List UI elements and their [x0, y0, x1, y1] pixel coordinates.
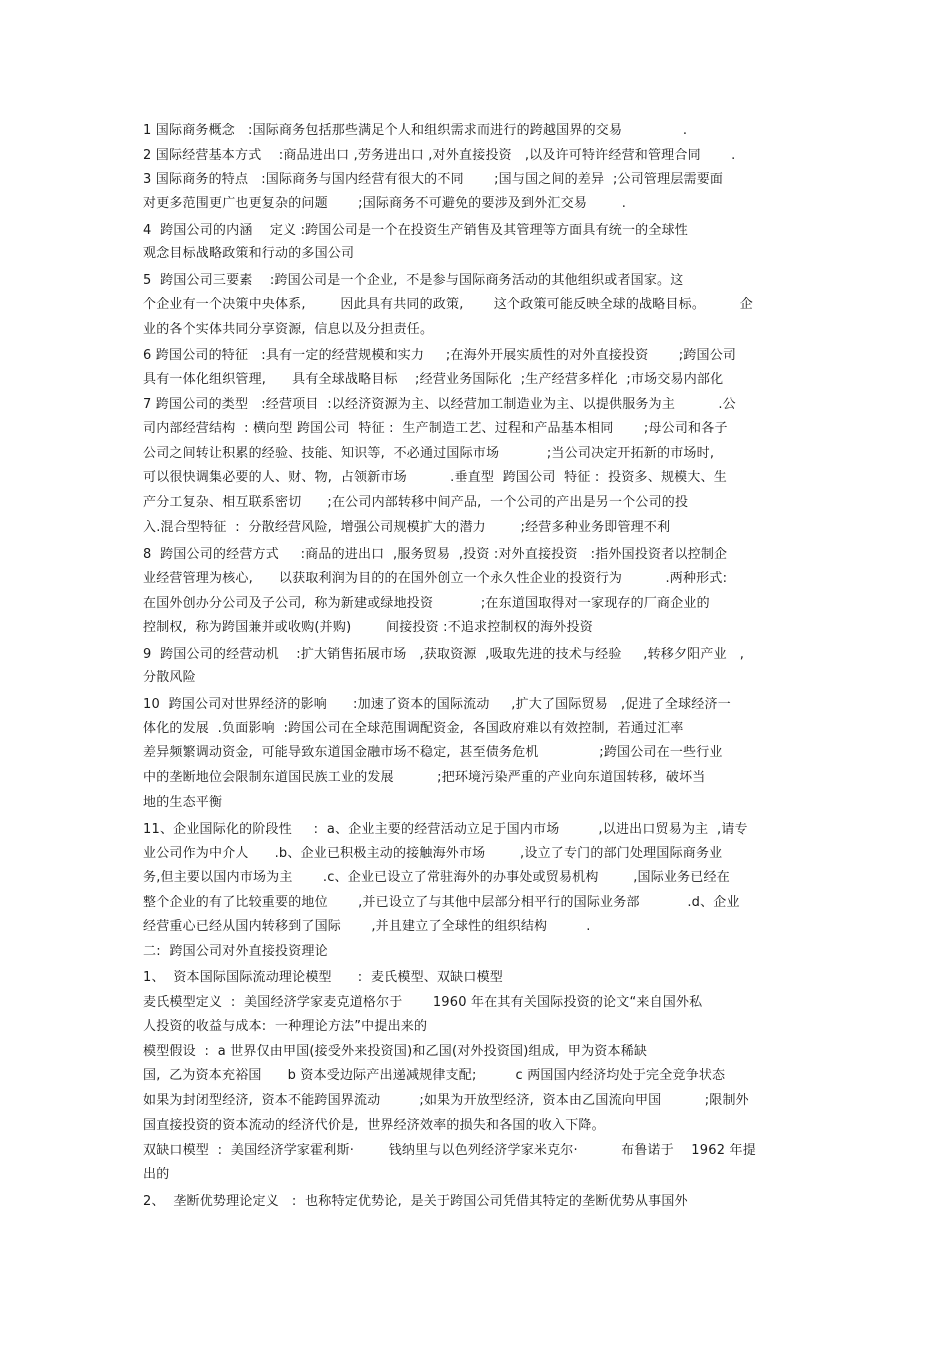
text-line: 分散风险	[143, 670, 196, 685]
text-line: 入.混合型特征 : 分散经营风险, 增强公司规模扩大的潜力 ;经营多种业务即管理不利	[143, 520, 671, 535]
text-line: 中的垄断地位会限制东道国民族工业的发展 ;把环境污染严重的产业向东道国转移, 破坏当	[143, 770, 706, 785]
text-line: 业经营管理为核心, 以获取利润为目的的在国外创立一个永久性企业的投资行为 .两种形式:	[143, 571, 728, 586]
text-line: 对更多范围更广也更复杂的问题 ;国际商务不可避免的要涉及到外汇交易 .	[143, 196, 627, 211]
text-line: 体化的发展 .负面影响 :跨国公司在全球范围调配资金, 各国政府难以有效控制, 若通过汇率	[143, 721, 684, 736]
text-line: 司内部经营结构 : 横向型 跨国公司 特征 : 生产制造工艺、过程和产品基本相同 ;母公司和各子	[143, 421, 728, 436]
text-line: 4 跨国公司的内涵 定义 :跨国公司是一个在投资生产销售及其管理等方面具有统一的全球性	[143, 223, 688, 238]
text-line: 10 跨国公司对世界经济的影响 :加速了资本的国际流动 ,扩大了国际贸易 ,促进了全球经济一	[143, 697, 731, 712]
text-line: 二: 跨国公司对外直接投资理论	[143, 944, 328, 959]
text-line: 人投资的收益与成本: 一种理论方法”中提出来的	[143, 1019, 428, 1034]
text-line: 2、 垄断优势理论定义 : 也称特定优势论, 是关于跨国公司凭借其特定的垄断优势从事国外	[143, 1194, 688, 1209]
text-line: 国, 乙为资本充裕国 b 资本受边际产出递减规律支配; c 两国国内经济均处于完全竞争状态	[143, 1068, 726, 1083]
text-line	[143, 123, 813, 139]
text-line: 观念目标战略政策和行动的多国公司	[143, 246, 355, 261]
text-line: 个企业有一个决策中央体系, 因此具有共同的政策, 这个政策可能反映全球的战略目标。 企	[143, 297, 753, 312]
text-line: 出的	[143, 1167, 170, 1182]
text-line: 9 跨国公司的经营动机 :扩大销售拓展市场 ,获取资源 ,吸取先进的技术与经验 ,转移夕阳产业 ,	[143, 647, 745, 662]
text-line: 具有一体化组织管理, 具有全球战略目标 ;经营业务国际化 ;生产经营多样化 ;市场交易内部化	[143, 372, 724, 387]
text-line: 控制权, 称为跨国兼并或收购(并购) 间接投资 :不追求控制权的海外投资	[143, 620, 593, 635]
text-line: 整个企业的有了比较重要的地位 ,并已设立了与其他中层部分相平行的国际业务部 .d、企业	[143, 895, 740, 910]
text-line: 务,但主要以国内市场为主 .c、企业已设立了常驻海外的办事处或贸易机构 ,国际业务已经在	[143, 870, 730, 885]
text-line: 在国外创办分公司及子公司, 称为新建或绿地投资 ;在东道国取得对一家现存的厂商企业的	[143, 596, 710, 611]
text-line: 3 国际商务的特点 :国际商务与国内经营有很大的不同 ;国与国之间的差异 ;公司管理层需要面	[143, 172, 724, 187]
text-line: 业公司作为中介人 .b、企业已积极主动的接触海外市场 ,设立了专门的部门处理国际商务业	[143, 846, 723, 861]
text-line: 麦氏模型定义 : 美国经济学家麦克道格尔于 1960 年在其有关国际投资的论文“来自国外私	[143, 995, 703, 1010]
text-line: 6 跨国公司的特征 :具有一定的经营规模和实力 ;在海外开展实质性的对外直接投资 ;跨国公司	[143, 348, 737, 363]
line-text: 1 国际商务概念 :国际商务包括那些满足个人和组织需求而进行的跨越国界的交易 .	[143, 123, 688, 138]
text-line: 业的各个实体共同分享资源, 信息以及分担责任。	[143, 322, 434, 337]
text-line: 5 跨国公司三要素 :跨国公司是一个企业, 不是参与国际商务活动的其他组织或者国家。这	[143, 273, 684, 288]
text-line: 可以很快调集必要的人、财、物, 占领新市场 .垂直型 跨国公司 特征 : 投资多、规模大、生	[143, 470, 727, 485]
text-line: 7 跨国公司的类型 :经营项目 :以经济资源为主、以经营加工制造业为主、以提供服务为主 .公	[143, 397, 736, 412]
text-line: 1、 资本国际国际流动理论模型 : 麦氏模型、双缺口模型	[143, 970, 503, 985]
text-line: 差异频繁调动资金, 可能导致东道国金融市场不稳定, 甚至债务危机 ;跨国公司在一些行业	[143, 745, 723, 760]
text-line: 公司之间转让积累的经验、技能、知识等, 不必通过国际市场 ;当公司决定开拓新的市场时,	[143, 446, 715, 461]
text-line: 8 跨国公司的经营方式 :商品的进出口 ,服务贸易 ,投资 :对外直接投资 :指外国投资者以控制企	[143, 547, 728, 562]
text-line: 模型假设 : a 世界仅由甲国(接受外来投资国)和乙国(对外投资国)组成, 甲为资本稀缺	[143, 1044, 648, 1059]
text-line: 国直接投资的资本流动的经济代价是, 世界经济效率的损失和各国的收入下降。	[143, 1118, 605, 1133]
text-line: 2 国际经营基本方式 :商品进出口 ,劳务进出口 ,对外直接投资 ,以及许可特许经营和管理合同 .	[143, 148, 736, 163]
text-line: 产分工复杂、相互联系密切 ;在公司内部转移中间产品, 一个公司的产出是另一个公司的投	[143, 495, 689, 510]
text-line: 经营重心已经从国内转移到了国际 ,并且建立了全球性的组织结构 .	[143, 919, 591, 934]
text-line: 双缺口模型 : 美国经济学家霍利斯· 钱纳里与以色列经济学家米克尔· 布鲁诺于 1962 年提	[143, 1143, 756, 1158]
text-line: 如果为封闭型经济, 资本不能跨国界流动 ;如果为开放型经济, 资本由乙国流向甲国 ;限制外	[143, 1093, 749, 1108]
text-line: 地的生态平衡	[143, 795, 223, 810]
text-line: 11、企业国际化的阶段性 : a、企业主要的经营活动立足于国内市场 ,以进出口贸易为主 ,请专	[143, 822, 748, 837]
